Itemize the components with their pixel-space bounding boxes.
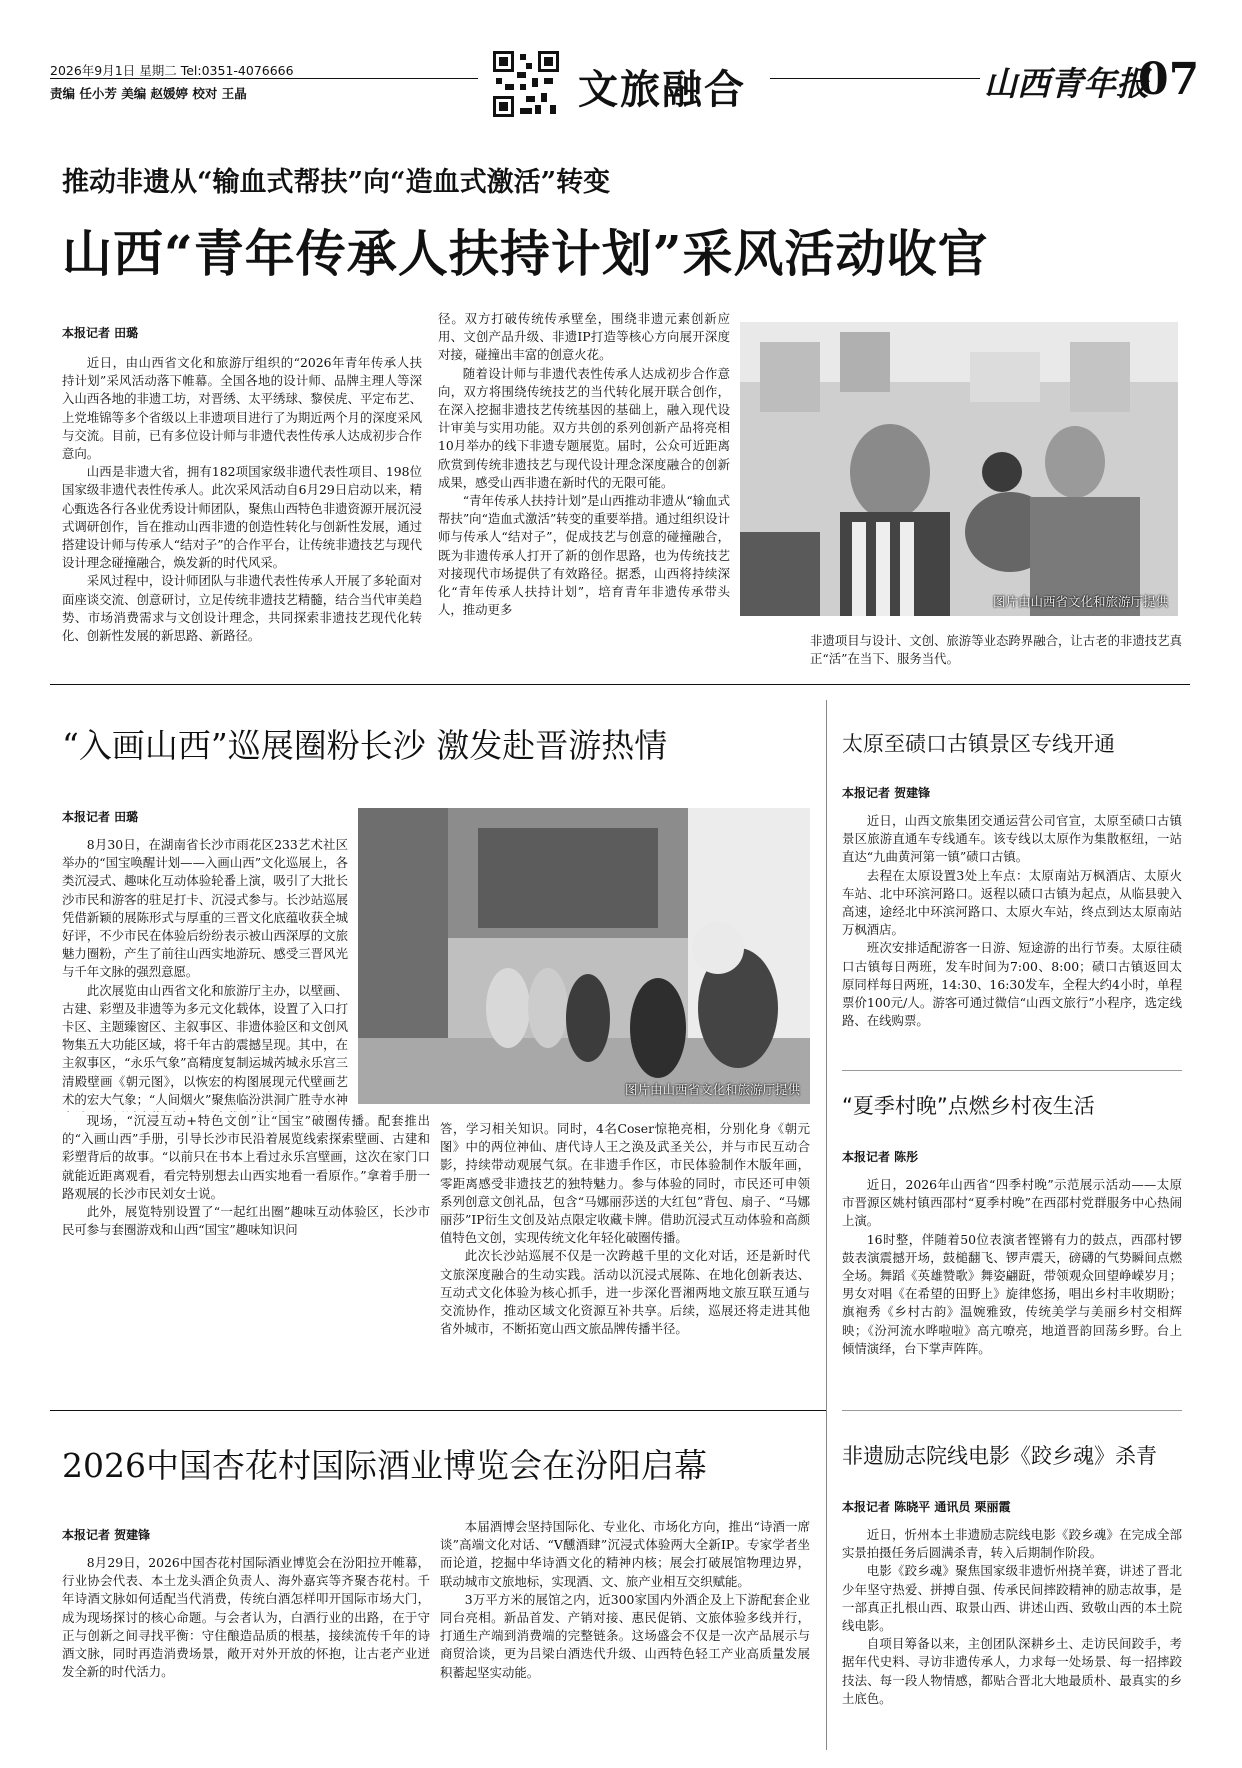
gallery-visitors-photo <box>358 808 810 1104</box>
expo-column-1 <box>62 1554 430 1744</box>
editor-credits: 责编 任小芳 美编 赵媛婷 校对 王晶 <box>50 86 247 101</box>
lead-subtitle: 推动非遗从“输血式帮扶”向“造血式激活”转变 <box>62 167 611 198</box>
paragraph: 电影《跤乡魂》聚焦国家级非遗忻州挠羊赛，讲述了晋北少年坚守热爱、拼搏自强、传承民间摔跤精神的励志故事，是一部真正扎根山西、取景山西、讲述山西、致敬山西的本土院线电影。 <box>842 1563 1182 1634</box>
film-byline: 本报记者 陈晓平 通讯员 栗丽霞 <box>842 1500 1011 1514</box>
paragraph: 8月29日，2026中国杏花村国际酒业博览会在汾阳拉开帷幕，行业协会代表、本土龙头酒企负责人、海外嘉宾等齐聚杏花村。千年诗酒文脉如何适配当代消费，传统白酒怎样叩开国际市场大门，成为现场探讨的核心命题。与会者认为，白酒行业的出路，在于守正与创新之间寻找平衡：守住酿造品质的根基，接续流传千年的诗酒文脉，同时再造消费场景，敞开对外开放的怀抱，让古老产业迸发全新的时代活力。 <box>62 1555 430 1680</box>
exhibit-column-1a <box>62 836 348 1112</box>
film-body <box>842 1526 1182 1746</box>
expo-headline: 2026中国杏花村国际酒业博览会在汾阳启幕 <box>62 1446 707 1485</box>
bus-byline: 本报记者 贺建锋 <box>842 786 931 800</box>
village-headline: “夏季村晚”点燃乡村夜生活 <box>842 1094 1095 1118</box>
lead-byline: 本报记者 田璐 <box>62 326 139 340</box>
bus-headline: 太原至碛口古镇景区专线开通 <box>842 732 1115 756</box>
lead-column-3 <box>810 632 1182 672</box>
paragraph: 山西是非遗大省，拥有182项国家级非遗代表性项目、198位国家级非遗代表性传承人。此次采风活动自6月29日启动以来，精心甄选各行各业优秀设计师团队，聚焦山西特色非遗资源开展沉浸式调研创作，旨在推动山西非遗的创造性转化与创新性发展，通过搭建设计师与传承人“结对子”的合作平台，让传统非遗技艺与现代设计理念碰撞融合，焕发新的时代风采。 <box>62 464 422 571</box>
paragraph: 采风过程中，设计师团队与非遗代表性传承人开展了多轮面对面座谈交流、创意研讨，立足传统非遗技艺精髓，结合当代审美趋势、市场消费需求与文创设计理念，共同探索非遗技艺现代化转化、创新性发展的新思路、新路径。 <box>62 573 422 644</box>
paragraph: 答，学习相关知识。同时，4名Coser惊艳亮相，分别化身《朝元图》中的两位神仙、唐代诗人王之涣及武圣关公，并与市民互动合影，持续带动观展气氛。在非遗手作区，市民体验制作木版年画，零距离感受非遗技艺的独特魅力。参与体验的同时，市民还可申领系列创意文创礼品，包含“马娜丽莎送的大红包”背包、扇子、“马娜丽莎”IP衍生文创及站点限定收藏卡牌。借助沉浸式互动体验和高颜值特色文创，实现传统文化年轻化破圈传播。 <box>440 1121 810 1246</box>
exhibit-column-2 <box>440 1120 810 1402</box>
lead-column-2 <box>438 310 730 670</box>
lead-photo <box>740 322 1178 616</box>
issue-date-line <box>50 61 294 79</box>
paragraph: 现场，“沉浸互动+特色文创”让“国宝”破圈传播。配套推出的“入画山西”手册，引导长沙市民沿着展览线索探索壁画、古建和彩塑背后的故事。“以前只在书本上看过永乐宫壁画，这次在家门口就能近距离观看，看完特别想去山西实地看一看原作。”拿着手册一路观展的长沙市民刘女士说。 <box>62 1113 430 1201</box>
paragraph: 自项目筹备以来，主创团队深耕乡土、走访民间跤手，考据年代史料、寻访非遗传承人，力求每一处场景、每一招摔跤技法、每一段人物情感，都贴合晋北大地最质朴、最真实的乡土底色。 <box>842 1636 1182 1706</box>
paragraph: 班次安排适配游客一日游、短途游的出行节奏。太原往碛口古镇每日两班，发车时间为7:00、8:00；碛口古镇返回太原同样每日两班，14:30、16:30发车，全程大约4小时，单程票价100元/人。游客可通过微信“山西文旅行”小程序，选定线路、在线购票。 <box>842 940 1182 1029</box>
exhibit-column-1b <box>62 1112 430 1402</box>
exhibit-headline: “入画山西”巡展圈粉长沙 激发赴晋游热情 <box>62 726 668 765</box>
paragraph: 随着设计师与非遗代表性传承人达成初步合作意向，双方将围绕传统技艺的当代转化展开联合创作，在深入挖掘非遗技艺传统基因的基础上，融入现代设计审美与实用功能。双方共创的系列创新产品将亮相10月举办的线下非遗专题展览。届时，公众可近距离欣赏到传统非遗技艺与现代设计理念深度融合的创新成果，感受山西非遗在新时代的无限可能。 <box>438 365 730 490</box>
issue-date: 2026年9月1日 <box>50 63 136 78</box>
paragraph: “青年传承人扶持计划”是山西推动非遗从“输血式帮扶”向“造血式激活”转变的重要举措。通过组织设计师与传承人“结对子”，促成技艺与创意的碰撞融合，既为非遗传承人打开了新的创作思路，也为传统技艺对接现代市场提供了有效路径。据悉，山西将持续深化“青年传承人扶持计划”，培育青年非遗传承带头人，推动更多 <box>438 493 730 618</box>
paragraph: 径。双方打破传统传承壁垒，围绕非遗元素创新应用、文创产品升级、非遗IP打造等核心方向展开深度对接，碰撞出丰富的创意火花。 <box>438 311 730 363</box>
paragraph: 此外，展览特别设置了“一起红出圈”趣味互动体验区，长沙市民可参与套圈游戏和山西“国宝”趣味知识问 <box>62 1204 430 1238</box>
contact-phone: Tel:0351-4076666 <box>180 63 294 78</box>
expo-column-2 <box>440 1518 810 1744</box>
village-byline: 本报记者 陈彤 <box>842 1150 919 1164</box>
paper-logo: 山西青年报 <box>984 64 1149 103</box>
paragraph: 去程在太原设置3处上车点：太原南站万枫酒店、太原火车站、北中环滨河路口。返程以碛口古镇为起点，从临县驶入高速，途经北中环滨河路口、太原火车站，终点到达太原南站万枫酒店。 <box>842 867 1182 938</box>
paragraph: 16时整，伴随着50位表演者铿锵有力的鼓点，西邵村锣鼓表演震撼开场，鼓槌翻飞、锣声震天，磅礴的气势瞬间点燃全场。舞蹈《英雄赞歌》舞姿翩跹，带领观众回望峥嵘岁月；男女对唱《在希望的田野上》旋律悠扬，唱出乡村丰收期盼；旗袍秀《乡村古韵》温婉雅致，传统美学与美丽乡村交相辉映；《汾河流水哗啦啦》高亢嘹亮，地道晋韵回荡乡野。台上倾情演绎，台下掌声阵阵。 <box>842 1231 1182 1356</box>
bus-body <box>842 812 1182 1062</box>
exhibit-photo-caption: 图片由山西省文化和旅游厅提供 <box>624 1082 800 1097</box>
paragraph: 本届酒博会坚持国际化、专业化、市场化方向，推出“诗酒一席谈”高端文化对话、“V醺酒肆”沉浸式体验两大全新IP。专家学者坐而论道，挖掘中华诗酒文化的精神内核；展会打破展馆物理边界，联动城市文旅地标，实现酒、文、旅产业相互交织赋能。 <box>440 1519 810 1589</box>
paragraph: 近日，2026年山西省“四季村晚”示范展示活动——太原市晋源区姚村镇西邵村“夏季村晚”在西邵村党群服务中心热闹上演。 <box>842 1177 1182 1229</box>
paragraph: 近日，山西文旅集团交通运营公司官宣，太原至碛口古镇景区旅游直通车专线通车。该专线以太原作为集散枢纽，一站直达“九曲黄河第一镇”碛口古镇。 <box>842 813 1182 865</box>
lead-column-1 <box>62 354 422 670</box>
film-headline: 非遗励志院线电影《跤乡魂》杀青 <box>842 1444 1157 1468</box>
exhibit-photo <box>358 808 810 1104</box>
qr-code-icon <box>490 48 562 120</box>
craft-exhibition-photo <box>740 322 1178 616</box>
exhibit-byline: 本报记者 田璐 <box>62 810 139 824</box>
paragraph: 3万平方米的展馆之内，近300家国内外酒企及上下游配套企业同台亮相。新品首发、产销对接、惠民促销、文旅体验多线并行，打通生产端到消费端的完整链条。这场盛会不仅是一次产品展示与商贸洽谈，更为吕梁白酒迭代升级、山西特色轻工产业高质量发展积蓄起坚实动能。 <box>440 1591 810 1680</box>
section-title: 文旅融合 <box>578 66 746 113</box>
issue-weekday: 星期二 <box>139 63 177 78</box>
lead-headline: 山西“青年传承人扶持计划”采风活动收官 <box>62 224 989 283</box>
paragraph: 8月30日，在湖南省长沙市雨花区233艺术社区举办的“国宝唤醒计划——入画山西”文化巡展上，各类沉浸式、趣味化互动体验轮番上演，吸引了大批长沙市民和游客的驻足打卡、沉浸式参与。长沙站巡展凭借新颖的展陈形式与厚重的三晋文化底蕴收获全城好评，不少市民在体验后纷纷表示被山西深厚的文旅魅力圈粉，产生了前往山西实地游玩、感受三晋风光与千年文脉的强烈意愿。 <box>62 837 348 980</box>
lead-photo-caption: 图片由山西省文化和旅游厅提供 <box>992 594 1168 609</box>
expo-byline: 本报记者 贺建锋 <box>62 1528 151 1542</box>
paragraph: 近日，忻州本土非遗励志院线电影《跤乡魂》在完成全部实景拍摄任务后圆满杀青，转入后期制作阶段。 <box>842 1527 1182 1561</box>
village-body <box>842 1176 1182 1404</box>
paragraph: 非遗项目与设计、文创、旅游等业态跨界融合，让古老的非遗技艺真正“活”在当下、服务当代。 <box>810 633 1182 667</box>
paragraph: 此次展览由山西省文化和旅游厅主办，以壁画、古建、彩塑及非遗等为多元文化载体，设置了入口打卡区、主题臻窗区、主叙事区、非遗体验区和文创风物集五大功能区域，将千年古韵震撼呈现。其中，在主叙事区，“永乐气象”高精度复制运城芮城永乐宫三清殿壁画《朝元图》，以恢宏的构图展现元代壁画艺术的宏大气象；“人间烟火”聚焦临汾洪洞广胜寺水神 <box>62 982 348 1107</box>
page-number: 07 <box>1138 54 1200 105</box>
paragraph: 近日，由山西省文化和旅游厅组织的“2026年青年传承人扶持计划”采风活动落下帷幕。全国各地的设计师、品牌主理人等深入山西各地的非遗工坊，对晋绣、太平绣球、黎侯虎、平定布艺、上党堆锦等多个省级以上非遗项目进行了为期近两个月的深度采风与交流。目前，已有多位设计师与非遗代表性传承人达成初步合作意向。 <box>62 355 422 462</box>
paragraph: 此次长沙站巡展不仅是一次跨越千里的文化对话，还是新时代文旅深度融合的生动实践。活动以沉浸式展陈、在地化创新表达、互动式文化体验为核心抓手，进一步深化晋湘两地文旅互联互通与交流协作，推动区域文化资源互补共享。后续，巡展还将走进其他省外城市，不断拓宽山西文旅品牌传播半径。 <box>440 1248 810 1337</box>
